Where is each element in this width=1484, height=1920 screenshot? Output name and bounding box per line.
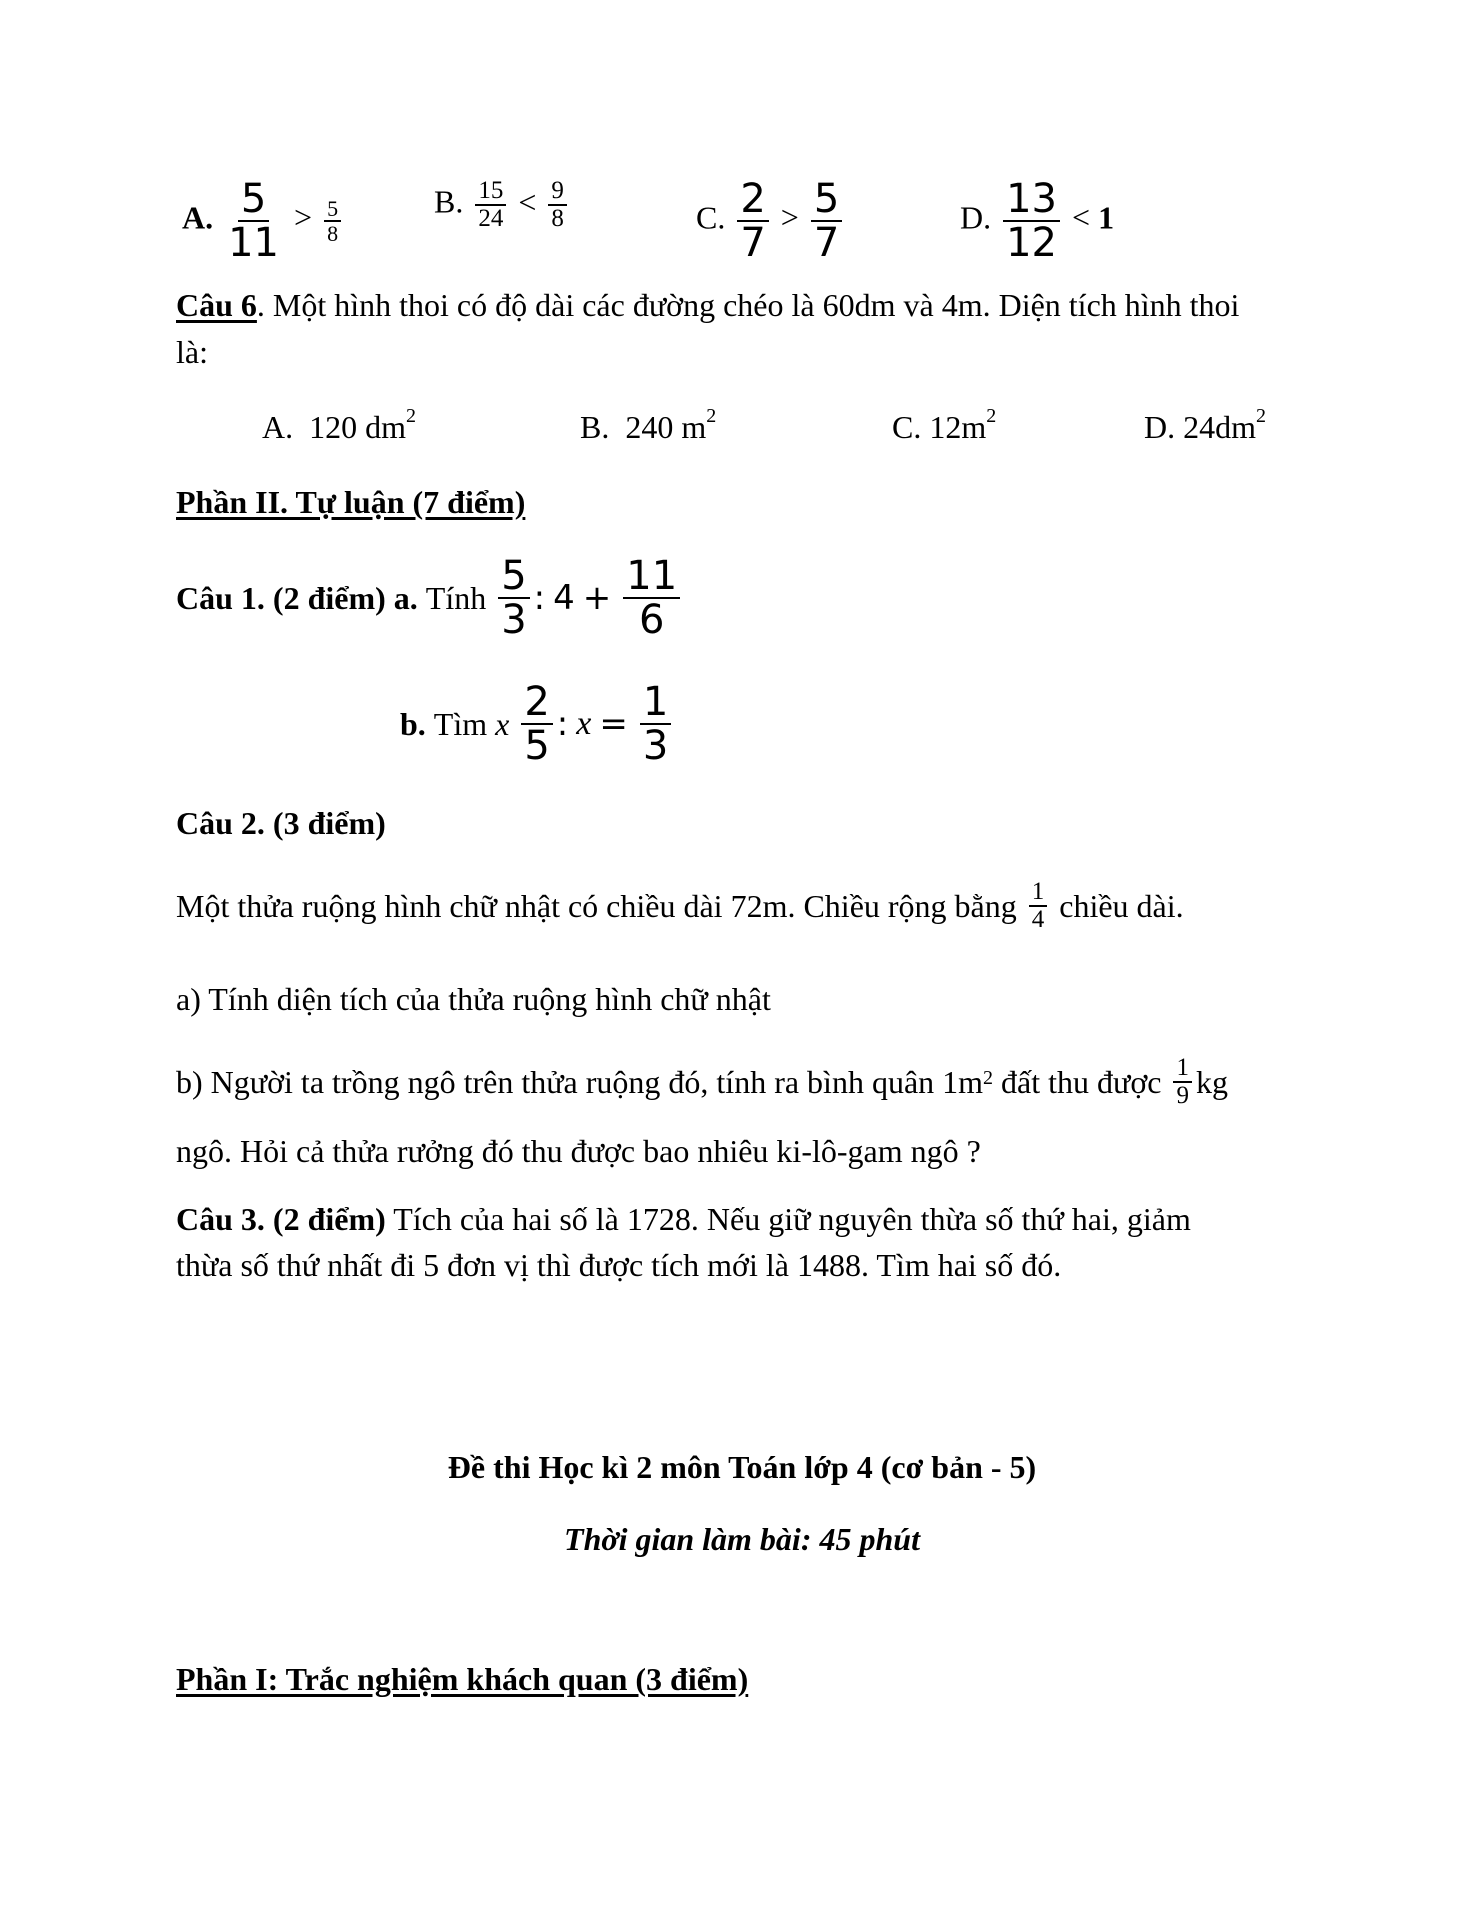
c1-a-text: Tính — [425, 580, 487, 616]
numerator: 1 — [1173, 1055, 1192, 1083]
q5-option-a-label: A. — [182, 199, 214, 236]
q6-option-a-label: A. — [262, 409, 294, 445]
c2-line1 — [176, 874, 1184, 938]
exam-title: Đề thi Học kì 2 môn Toán lớp 4 (cơ bản - 5) — [447, 1449, 1037, 1485]
denominator: 11 — [228, 220, 280, 266]
fraction — [498, 555, 529, 641]
c1-label: Câu 1. (2 điểm) — [176, 580, 386, 616]
denominator: 7 — [813, 220, 840, 266]
numerator: 2 — [737, 178, 768, 222]
q6-text-line1: . Một hình thoi có độ dài các đường chéo là 60dm và 4m. Diện tích hình thoi — [256, 287, 1240, 323]
fraction — [225, 178, 282, 264]
c2-line1-pre: Một thửa ruộng hình chữ nhật có chiều dài 72m. Chiều rộng bằng — [176, 888, 1017, 924]
fraction — [475, 178, 506, 233]
denominator: 9 — [1176, 1082, 1189, 1109]
fraction — [811, 178, 842, 264]
q6-option-c — [892, 406, 996, 448]
q6-option-d-value: 24dm — [1183, 409, 1256, 445]
q6-option-d-label: D. — [1144, 409, 1176, 445]
fraction — [640, 681, 671, 767]
denominator: 6 — [638, 597, 665, 643]
exponent: 2 — [706, 405, 717, 428]
c3-line1 — [176, 1198, 1191, 1240]
numerator: 5 — [238, 178, 269, 222]
c2-b-pre: b) Người ta trồng ngô trên thửa ruộng đó, tính ra bình quân 1m — [176, 1064, 984, 1100]
fraction — [1173, 1055, 1192, 1110]
q5-options-row — [0, 178, 1484, 264]
c2-part-a: a) Tính diện tích của thửa ruộng hình chữ nhật — [176, 981, 771, 1017]
operator: > — [294, 199, 313, 236]
q6-option-c-value: 12m — [929, 409, 987, 445]
q6-question — [176, 284, 1239, 326]
operator: < — [1072, 199, 1091, 236]
q6-option-b — [580, 406, 716, 448]
denominator: 8 — [327, 221, 339, 246]
numerator: 1 — [640, 681, 671, 725]
c3-label: Câu 3. (2 điểm) — [176, 1201, 386, 1237]
q6-label: Câu 6 — [176, 287, 257, 323]
numerator: 5 — [498, 555, 529, 599]
fraction — [737, 178, 768, 264]
variable: x — [495, 706, 510, 742]
fraction — [623, 555, 680, 641]
c2-b-mid: đất thu được — [1001, 1064, 1162, 1100]
q6-option-d — [1144, 406, 1266, 448]
operator: : — [556, 704, 569, 744]
q6-option-b-label: B. — [580, 409, 610, 445]
exponent: 2 — [1256, 405, 1266, 428]
numerator: 2 — [521, 681, 552, 725]
operator: < — [518, 183, 537, 220]
operator: : — [533, 578, 546, 618]
q6-option-b-value: 240 m — [625, 409, 707, 445]
c3-line2: thừa số thứ nhất đi 5 đơn vị thì được tích mới là 1488. Tìm hai số đó. — [176, 1247, 1062, 1283]
q5-option-d — [960, 178, 1114, 264]
denominator: 12 — [1006, 220, 1058, 266]
variable: x — [576, 705, 592, 742]
q6-option-a — [262, 406, 416, 448]
denominator: 5 — [524, 723, 550, 769]
c2-label: Câu 2. (3 điểm) — [176, 805, 386, 841]
rhs-value: 1 — [1098, 199, 1115, 236]
fraction — [1003, 178, 1060, 264]
numerator: 5 — [811, 178, 842, 222]
q5-option-c — [696, 178, 846, 264]
numerator: 11 — [623, 555, 680, 599]
c2-part-b-line2: ngô. Hỏi cả thửa rưởng đó thu được bao nhiêu ki-lô-gam ngô ? — [176, 1133, 981, 1169]
q5-option-b-label: B. — [434, 183, 464, 220]
unit: kg — [1195, 1064, 1228, 1100]
value: 4 — [553, 578, 575, 618]
q5-option-d-label: D. — [960, 199, 992, 236]
denominator: 8 — [551, 205, 564, 233]
numerator: 9 — [548, 178, 567, 206]
c1-b-line — [400, 678, 675, 770]
fraction — [521, 681, 552, 767]
q6-option-c-label: C. — [892, 409, 922, 445]
c1-a-label: a. — [393, 580, 418, 616]
c1-a-line — [176, 552, 684, 644]
numerator: 13 — [1003, 178, 1060, 222]
operator: > — [780, 199, 799, 236]
c2-line1-post: chiều dài. — [1059, 888, 1184, 924]
c3-text-line1: Tích của hai số là 1728. Nếu giữ nguyên thừa số thứ hai, giảm — [393, 1201, 1191, 1237]
denominator: 7 — [740, 220, 766, 266]
fraction — [1029, 879, 1048, 934]
denominator: 4 — [1031, 906, 1045, 933]
part1-heading: Phần I: Trắc nghiệm khách quan (3 điểm) — [176, 1661, 749, 1697]
denominator: 24 — [478, 205, 504, 233]
fraction — [324, 197, 341, 245]
numerator: 5 — [324, 197, 341, 222]
denominator: 3 — [642, 723, 669, 769]
exponent: 2 — [986, 405, 997, 428]
fraction — [548, 178, 567, 233]
operator: + — [582, 578, 612, 618]
numerator: 1 — [1029, 879, 1048, 907]
exponent: 2 — [406, 405, 416, 428]
q5-option-b — [434, 178, 571, 233]
c1-b-text: Tìm — [433, 706, 488, 742]
c2-part-b-line1: b) Người ta trồng ngô trên thửa ruộng đó, tính ra bình quân 1m $^2$ đất thu được $\frac{1}{9}$ kg — [176, 1053, 1228, 1109]
exam-time: Thời gian làm bài: 45 phút — [564, 1521, 920, 1557]
operator: = — [599, 704, 628, 744]
denominator: 3 — [501, 597, 527, 643]
part2-heading: Phần II. Tự luận (7 điểm) — [176, 484, 526, 520]
q6-text-line2: là: — [176, 334, 208, 370]
q5-option-a — [182, 178, 345, 264]
q6-option-a-value: 120 dm — [309, 409, 406, 445]
q5-option-c-label: C. — [696, 199, 726, 236]
c1-b-label: b. — [400, 706, 426, 742]
numerator: 15 — [475, 178, 506, 206]
